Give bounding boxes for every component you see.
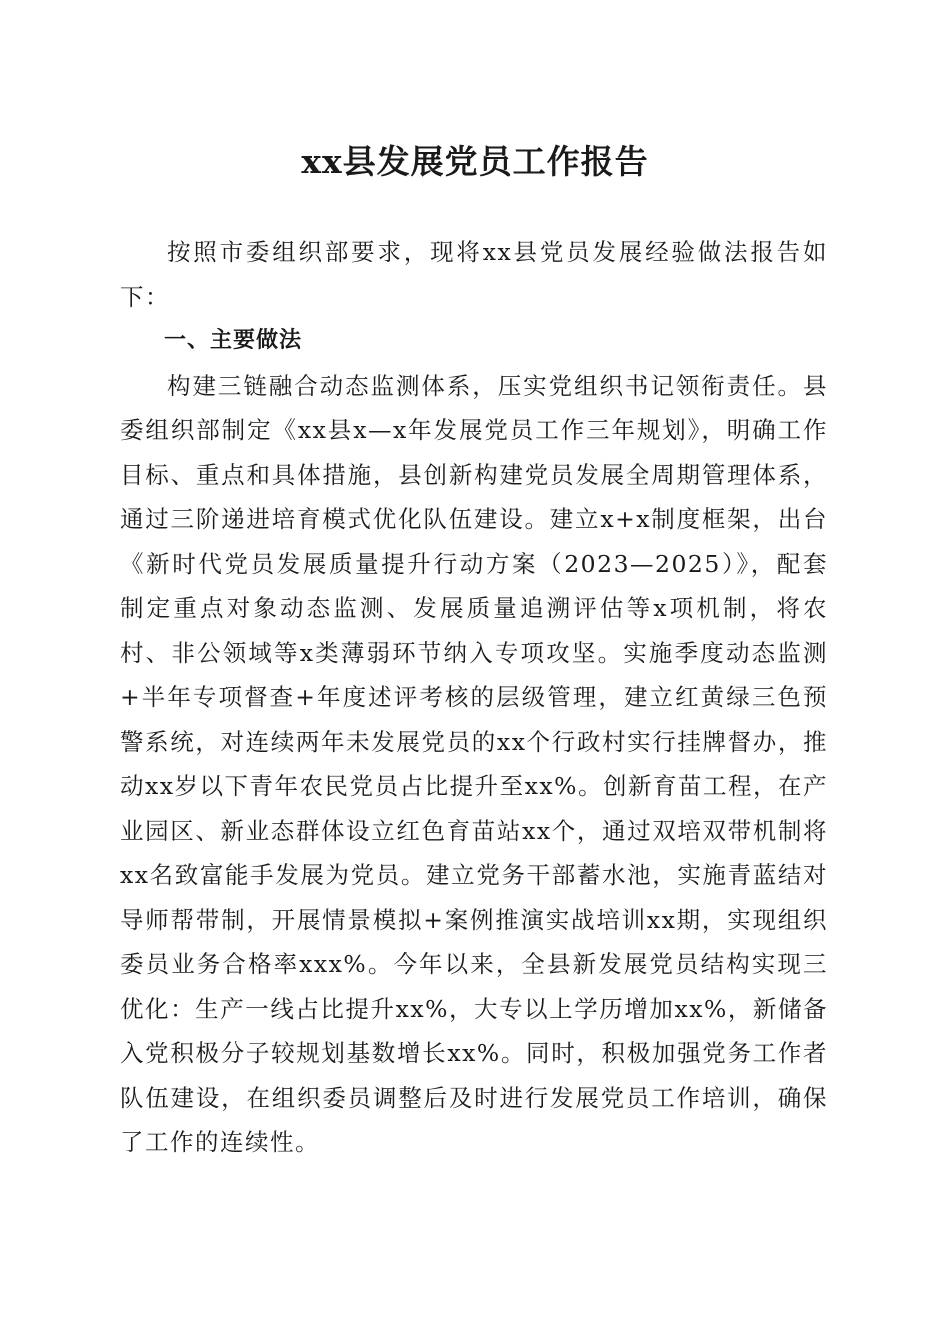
page-title: xx县发展党员工作报告 bbox=[301, 142, 649, 181]
document-body bbox=[120, 230, 828, 1165]
intro-paragraph: 按照市委组织部要求，现将xx县党员发展经验做法报告如下： bbox=[120, 238, 828, 311]
section-paragraph: 构建三链融合动态监测体系，压实党组织书记领衔责任。县委组织部制定《xx县x—x年发展党员工作三年规划》，明确工作目标、重点和具体措施，县创新构建党员发展全周期管理体系，通过三阶递进培育模式优化队伍建设。建立x+x制度框架，出台《新时代党员发展质量提升行动方案（2023—2025）》，配套制定重点对象动态监测、发展质量追溯评估等x项机制，将农村、非公领域等x类薄弱环节纳入专项攻坚。实施季度动态监测+半年专项督查+年度述评考核的层级管理，建立红黄绿三色预警系统，对连续两年未发展党员的xx个行政村实行挂牌督办，推动xx岁以下青年农民党员占比提升至xx%。创新育苗工程，在产业园区、新业态群体设立红色育苗站xx个，通过双培双带机制将xx名致富能手发展为党员。建立党务干部蓄水池，实施青蓝结对导师帮带制，开展情景模拟+案例推演实战培训xx期，实现组织委员业务合格率xxx%。今年以来，全县新发展党员结构实现三优化：生产一线占比提升xx%，大专以上学历增加xx%，新储备入党积极分子较规划基数增长xx%。同时，积极加强党务工作者队伍建设，在组织委员调整后及时进行发展党员工作培训，确保了工作的连续性。 bbox=[120, 371, 828, 1156]
section-heading: 一、主要做法 bbox=[164, 328, 303, 353]
